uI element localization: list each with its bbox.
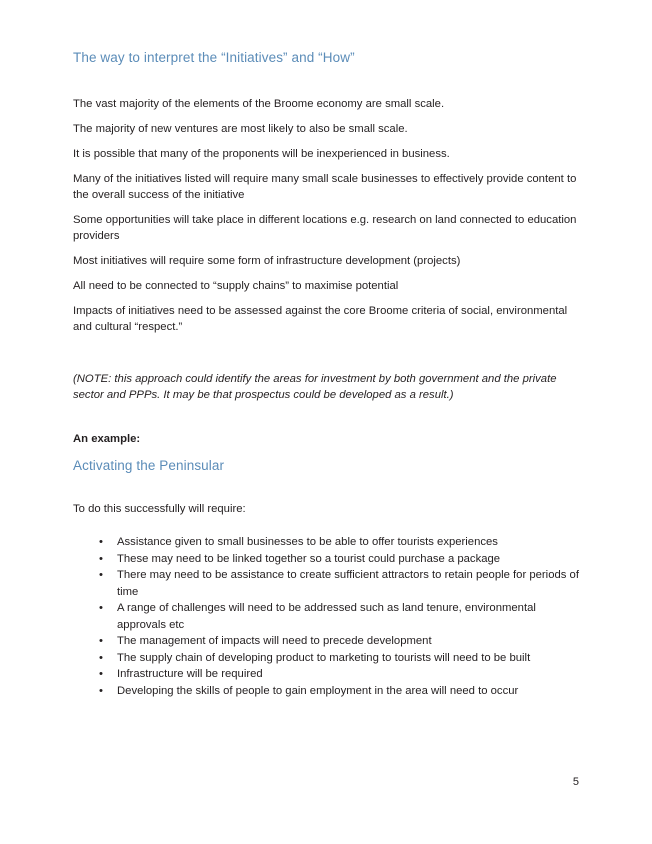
list-item bbox=[73, 600, 579, 633]
list-item bbox=[73, 551, 579, 567]
bullet-icon: • bbox=[99, 635, 103, 648]
paragraph: The vast majority of the elements of the Broome economy are small scale. bbox=[73, 97, 445, 110]
paragraph: Many of the initiatives listed will require many small scale businesses to effectively provide content to the overall success of the initiative bbox=[73, 172, 577, 201]
paragraph: All need to be connected to “supply chains” to maximise potential bbox=[73, 280, 399, 293]
page-number: 5 bbox=[572, 776, 579, 788]
list-item bbox=[73, 633, 579, 649]
paragraph: Most initiatives will require some form of infrastructure development (projects) bbox=[73, 255, 461, 268]
bullet-icon: • bbox=[99, 536, 103, 549]
spacer bbox=[73, 403, 579, 431]
bullet-icon: • bbox=[99, 569, 103, 582]
spacer bbox=[73, 344, 579, 371]
list-item-label: The supply chain of developing product to marketing to tourists will need to be built bbox=[117, 651, 531, 664]
list-intro: To do this successfully will require: bbox=[73, 503, 246, 516]
spacer bbox=[73, 526, 579, 534]
bullet-icon: • bbox=[99, 552, 103, 565]
example-label: An example: bbox=[73, 433, 141, 446]
list-item-label: These may need to be linked together so a tourist could purchase a package bbox=[117, 552, 501, 565]
list-item-label: There may need to be assistance to create sufficient attractors to retain people for periods of time bbox=[117, 569, 579, 598]
list-item bbox=[73, 683, 579, 699]
bullet-icon: • bbox=[99, 651, 103, 664]
spacer bbox=[73, 447, 579, 458]
list-item-label: Infrastructure will be required bbox=[117, 668, 263, 681]
list-item-label: The management of impacts will need to precede development bbox=[117, 635, 432, 648]
spacer bbox=[73, 475, 579, 501]
list-item bbox=[73, 650, 579, 666]
note-paragraph: (NOTE: this approach could identify the areas for investment by both government and the private sector and PPPs. It may be that prospectus could be developed as a result.) bbox=[73, 373, 557, 402]
paragraph: The majority of new ventures are most likely to also be small scale. bbox=[73, 122, 408, 135]
list-item bbox=[73, 666, 579, 682]
list-item bbox=[73, 534, 579, 550]
paragraph: Impacts of initiatives need to be assessed against the core Broome criteria of social, environmental and cultural “respect.” bbox=[73, 305, 568, 334]
list-item-label: Developing the skills of people to gain employment in the area will need to occur bbox=[117, 684, 519, 697]
section-title: Activating the Peninsular bbox=[73, 458, 225, 474]
spacer bbox=[73, 67, 579, 96]
list-item-label: Assistance given to small businesses to be able to offer tourists experiences bbox=[117, 536, 498, 549]
bullet-icon: • bbox=[99, 602, 103, 615]
paragraph: Some opportunities will take place in different locations e.g. research on land connected to education providers bbox=[73, 214, 577, 243]
list-item-label: A range of challenges will need to be addressed such as land tenure, environmental approvals etc bbox=[117, 602, 536, 631]
paragraph: It is possible that many of the proponents will be inexperienced in business. bbox=[73, 147, 450, 160]
bullet-icon: • bbox=[99, 684, 103, 697]
page-title: The way to interpret the “Initiatives” and “How” bbox=[73, 50, 355, 65]
list-item bbox=[73, 567, 579, 600]
page-content bbox=[73, 50, 579, 699]
bullet-icon: • bbox=[99, 668, 103, 681]
requirements-list bbox=[73, 534, 579, 699]
